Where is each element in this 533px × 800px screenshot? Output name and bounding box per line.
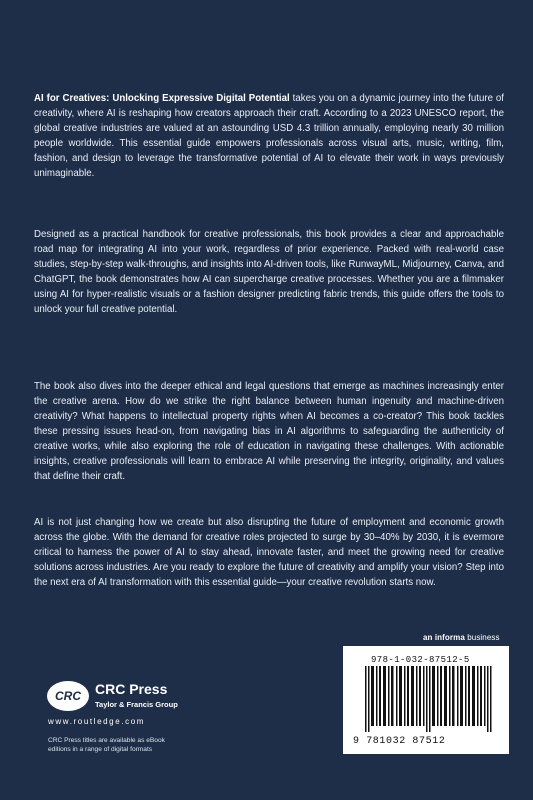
- ebook-note: CRC Press titles are available as eBook editions in a range of digital formats: [48, 737, 165, 753]
- barcode-icon: [365, 666, 499, 732]
- description-paragraph-1: [34, 91, 504, 181]
- informa-word: an informa: [423, 633, 465, 642]
- description-paragraph-2: Designed as a practical handbook for creative professionals, this book provides a clear and approachable road map for integrating AI into your work, regardless of prior experience. Packed with real-world case studies, step-by-step walk-throughs, and insights into AI-driven tools, like RunwayML, Midjourney, Canva, and ChatGPT, the book demonstrates how AI can supercharge creative processes. Whether you are a filmmaker using AI for hyper-realistic visuals or a fashion designer predicting fabric trends, this guide offers the tools to unlock your full creative potential.: [34, 228, 504, 315]
- publisher-name: CRC Press: [95, 681, 168, 697]
- crc-logo-icon: [46, 680, 90, 712]
- isbn-barcode-number: 9 781032 87512: [353, 736, 446, 747]
- business-word: business: [464, 633, 500, 642]
- svg-text:CRC: CRC: [55, 689, 81, 703]
- description-paragraph-4: AI is not just changing how we create but also disrupting the future of employment and economic growth across the globe. With the demand for creative roles projected to surge by 30–40% by 2030, it is evermore critical to harness the power of AI to stay ahead, innovate faster, and meet the growing need for creative solutions across industries. Are you ready to explore the future of creativity and amplify your vision? Step into the next era of AI transformation with this essential guide—your creative revolution starts now.: [34, 516, 504, 588]
- informa-business-label: [423, 633, 500, 642]
- publisher-website[interactable]: www.routledge.com: [48, 717, 146, 726]
- book-title: AI for Creatives: Unlocking Expressive Digital Potential: [34, 92, 290, 104]
- isbn-text: 978-1-032-87512-5: [371, 655, 470, 665]
- paragraph-1-text: takes you on a dynamic journey into the future of creativity, where AI is reshaping how creators approach their craft. According to a 2023 UNESCO report, the global creative industries are valued at an astounding USD 4.3 trillion annually, employing nearly 30 million people worldwide. This essential guide empowers professionals across visual arts, music, writing, film, fashion, and design to leverage the transformative potential of AI to elevate their work in ways previously unimaginable.: [34, 92, 504, 179]
- publisher-group: Taylor & Francis Group: [95, 700, 178, 709]
- description-paragraph-3: The book also dives into the deeper ethical and legal questions that emerge as machines increasingly enter the creative arena. How do we strike the right balance between human ingenuity and machine-driven creativity? What happens to intellectual property rights when AI becomes a co-creator? This book tackles these pressing issues head-on, from navigating bias in AI algorithms to safeguarding the authenticity of creative works, while also exploring the role of education in navigating these challenges. With actionable insights, creative professionals will learn to embrace AI while preserving the integrity, originality, and values that define their craft.: [34, 380, 504, 482]
